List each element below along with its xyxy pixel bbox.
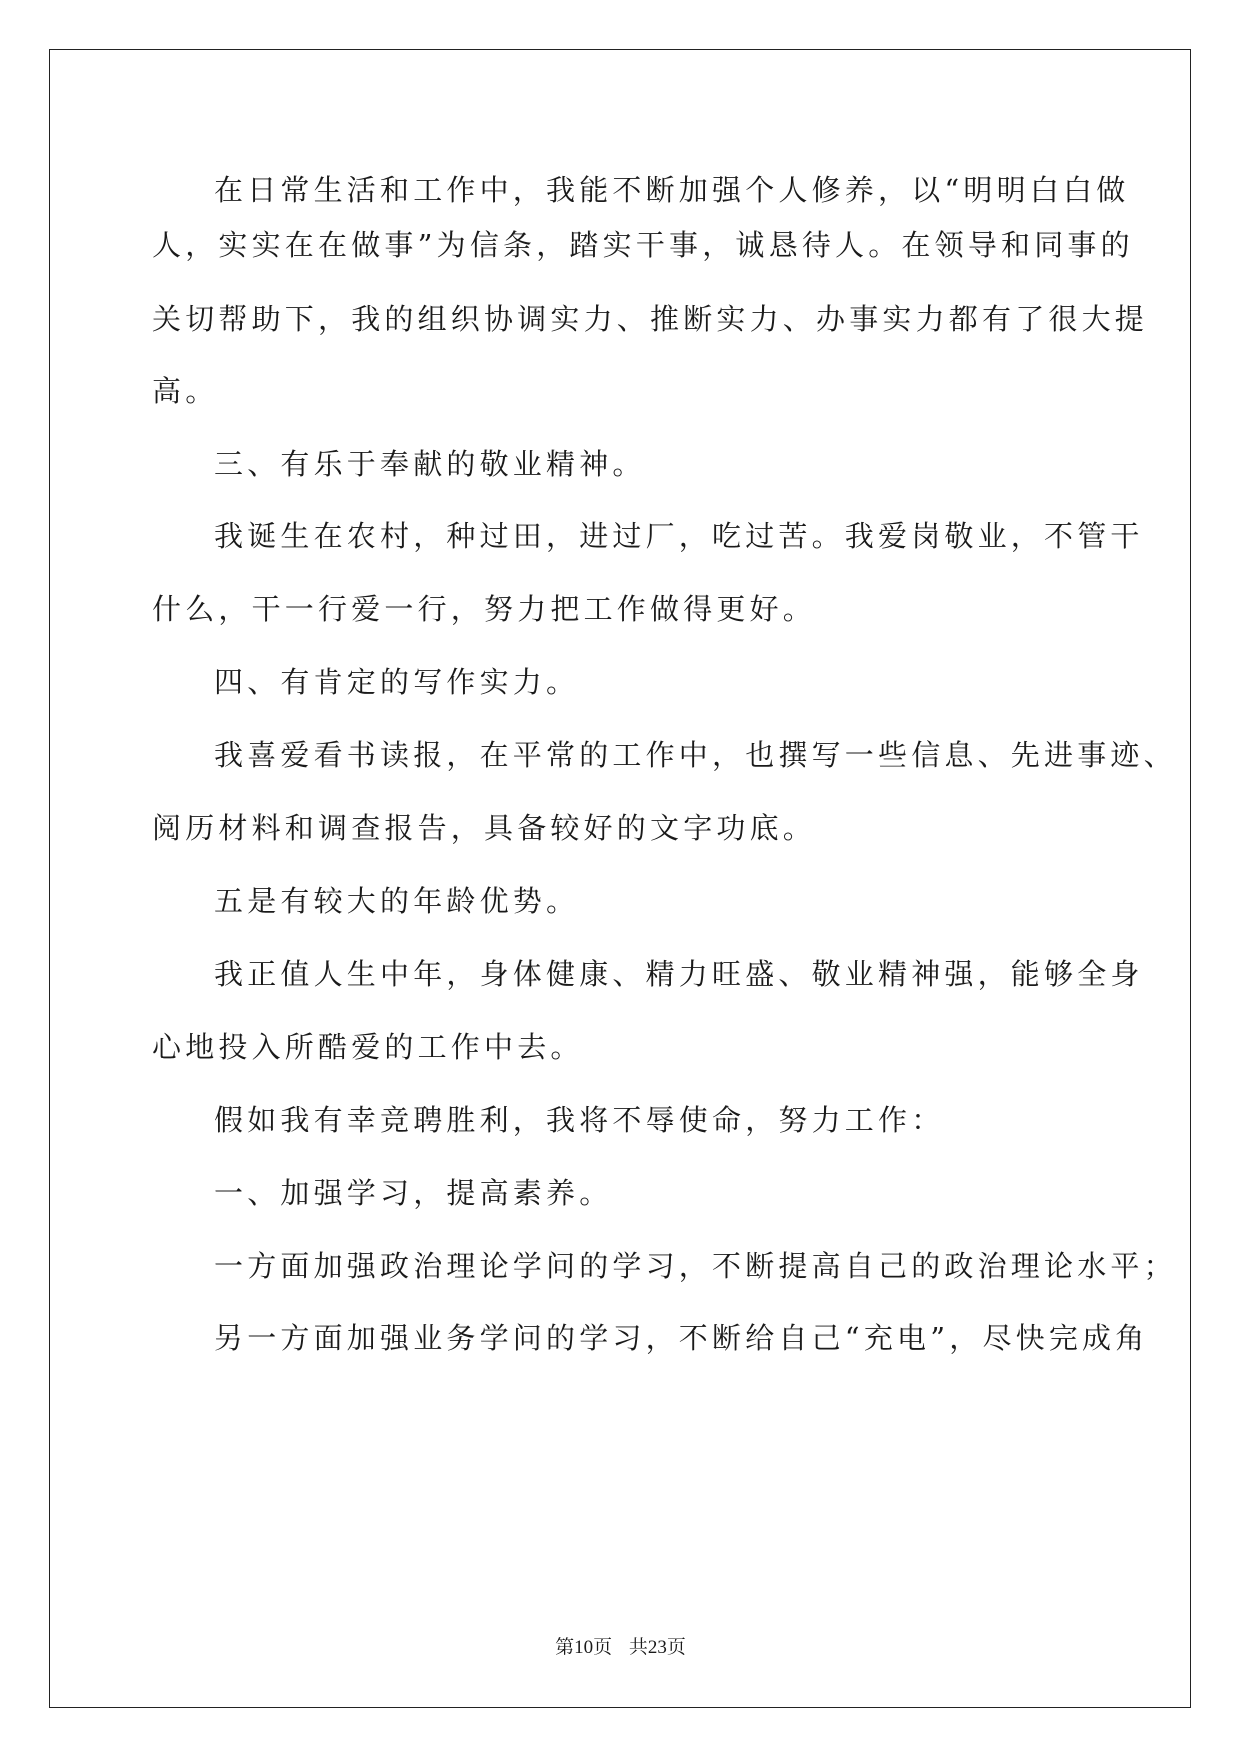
paragraph-line: 心地投入所酷爱的工作中去。 [152,1030,584,1064]
page-frame [49,49,1191,1708]
paragraph-line: 人，实实在在做事”为信条，踏实干事，诚恳待人。在领导和同事的 [152,228,1134,262]
paragraph-line: 另一方面加强业务学问的学习，不断给自己“充电”，尽快完成角 [214,1321,1149,1355]
paragraph-line: 我正值人生中年，身体健康、精力旺盛、敬业精神强，能够全身 [214,957,1144,991]
paragraph-line: 阅历材料和调查报告，具备较好的文字功底。 [152,811,817,845]
paragraph-line: 在日常生活和工作中，我能不断加强个人修养，以“明明白白做 [214,173,1130,207]
paragraph-line: 我喜爱看书读报，在平常的工作中，也撰写一些信息、先进事迹、 [214,738,1177,772]
page-footer [0,1632,1241,1659]
section-heading: 三、有乐于奉献的敬业精神。 [214,447,646,481]
paragraph-line: 关切帮助下，我的组织协调实力、推断实力、办事实力都有了很大提 [152,302,1149,336]
page-number: 第10页 [555,1637,613,1658]
paragraph-line: 我诞生在农村，种过田，进过厂，吃过苦。我爱岗敬业，不管干 [214,519,1144,553]
section-heading: 一、加强学习，提高素养。 [214,1176,613,1210]
section-heading: 四、有肯定的写作实力。 [214,665,580,699]
paragraph-line: 什么，干一行爱一行，努力把工作做得更好。 [152,592,817,626]
page-total: 共23页 [628,1637,686,1658]
paragraph-line: 高。 [152,374,219,408]
section-heading: 五是有较大的年龄优势。 [214,884,580,918]
paragraph-line: 一方面加强政治理论学问的学习，不断提高自己的政治理论水平； [214,1249,1177,1283]
paragraph-line: 假如我有幸竞聘胜利，我将不辱使命，努力工作： [214,1103,945,1137]
